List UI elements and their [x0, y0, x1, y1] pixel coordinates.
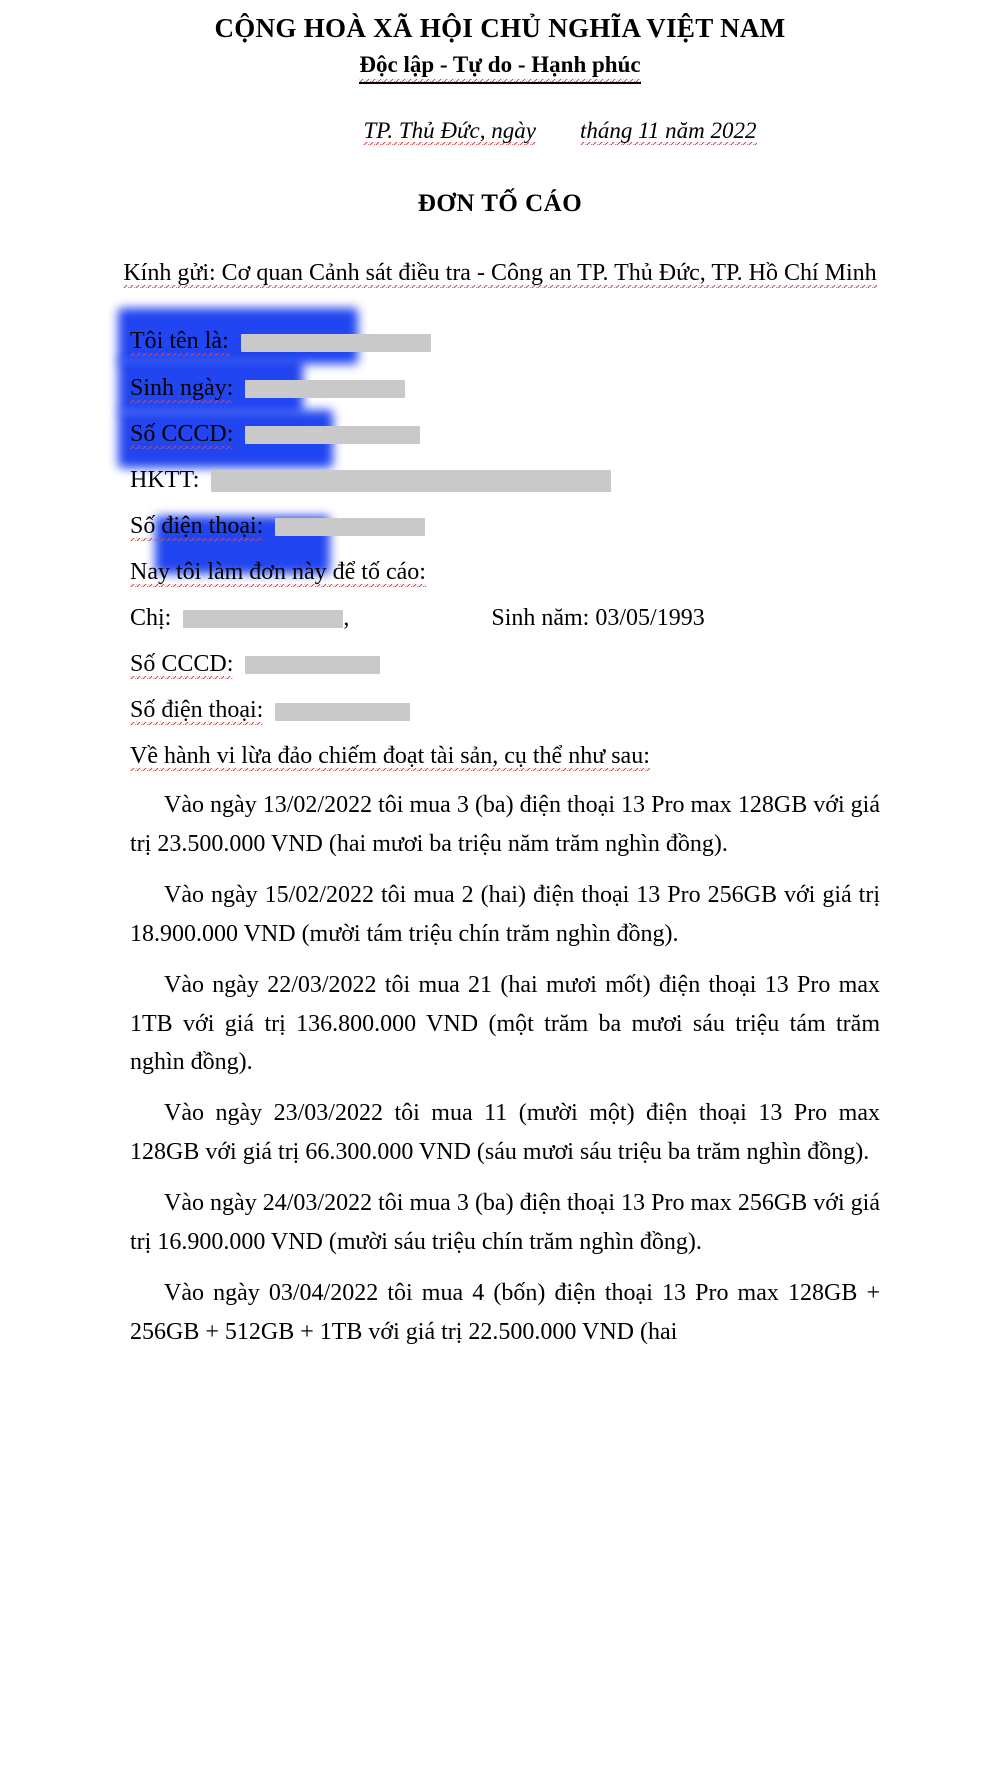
accused-name-redaction	[183, 610, 343, 628]
sender-name-redaction	[241, 334, 431, 352]
accused-phone-row	[130, 687, 1000, 733]
sender-address-redaction	[211, 470, 611, 492]
body-paragraph: Vào ngày 03/04/2022 tôi mua 4 (bốn) điện thoại 13 Pro max 128GB + 256GB + 512GB + 1TB với giá trị 22.500.000 VND (hai	[130, 1279, 880, 1345]
document-title: ĐƠN TỐ CÁO	[417, 189, 583, 217]
sender-dob-redaction	[245, 380, 405, 398]
accused-birth-year-label: Sinh năm:	[491, 604, 590, 631]
body-lead-text: Về hành vi lừa đảo chiếm đoạt tài sản, cụ thể như sau:	[130, 743, 650, 770]
purpose-row	[130, 549, 1000, 595]
body-paragraph: Vào ngày 24/03/2022 tôi mua 3 (ba) điện thoại 13 Pro max 256GB với giá trị 16.900.000 VND (mười sáu triệu chín trăm nghìn đồng).	[130, 1190, 880, 1255]
body-paragraph: Vào ngày 15/02/2022 tôi mua 2 (hai) điện thoại 13 Pro 256GB với giá trị 18.900.000 VND (mười tám triệu chín trăm nghìn đồng).	[130, 881, 880, 947]
sender-address-label: HKTT:	[130, 466, 200, 493]
sender-address-row	[130, 457, 1000, 503]
sender-name-label: Tôi tên là:	[130, 328, 229, 355]
accused-name-row	[130, 595, 1000, 641]
place-date-suffix: tháng 11 năm 2022	[579, 117, 757, 143]
sender-info-block	[0, 318, 1000, 733]
accused-id-redaction	[245, 656, 380, 674]
national-motto-wrap	[0, 50, 1000, 84]
sender-phone-label: Số điện thoại:	[130, 512, 264, 539]
body-paragraphs	[0, 786, 1000, 1351]
sender-phone-row	[130, 503, 1000, 549]
sender-dob-label: Sinh ngày:	[130, 374, 234, 401]
accused-id-label: Số CCCD:	[130, 650, 234, 677]
sender-id-redaction	[245, 426, 420, 444]
sender-dob-row	[130, 365, 1000, 411]
place-date-prefix: TP. Thủ Đức, ngày	[363, 117, 536, 143]
document-page	[0, 12, 1000, 1772]
sender-id-row	[130, 411, 1000, 457]
accused-id-row	[130, 641, 1000, 687]
sender-name-row	[130, 318, 1000, 364]
accused-phone-label: Số điện thoại:	[130, 697, 264, 724]
addressee-line	[0, 256, 1000, 291]
body-paragraph: Vào ngày 23/03/2022 tôi mua 11 (mười một) điện thoại 13 Pro max 128GB với giá trị 66.300.000 VND (sáu mươi sáu triệu ba trăm nghìn đồng).	[130, 1100, 880, 1166]
body-paragraph: Vào ngày 22/03/2022 tôi mua 21 (hai mươi mốt) điện thoại 13 Pro max 1TB với giá trị 136.800.000 VND (một trăm ba mươi sáu triệu tám trăm nghìn đồng).	[130, 971, 880, 1076]
accused-phone-redaction	[275, 703, 410, 721]
body-paragraph: Vào ngày 13/02/2022 tôi mua 3 (ba) điện thoại 13 Pro max 128GB với giá trị 23.500.000 VND (hai mươi ba triệu năm trăm nghìn đồng).	[130, 792, 880, 858]
accused-name-suffix: ,	[343, 604, 350, 631]
accused-birth-year-value: 03/05/1993	[595, 604, 705, 631]
sender-id-label: Số CCCD:	[130, 420, 234, 447]
place-date-line	[0, 118, 1000, 144]
national-motto: Độc lập - Tự do - Hạnh phúc	[359, 50, 640, 84]
addressee-text: Kính gửi: Cơ quan Cảnh sát điều tra - Công an TP. Thủ Đức, TP. Hồ Chí Minh	[123, 259, 877, 286]
page-title: CỘNG HOÀ XÃ HỘI CHỦ NGHĨA VIỆT NAM	[214, 13, 786, 43]
accused-name-label: Chị:	[130, 604, 172, 631]
body-lead-line	[0, 743, 1000, 770]
sender-phone-redaction	[275, 518, 425, 536]
purpose-line: Nay tôi làm đơn này để tố cáo:	[130, 558, 426, 585]
